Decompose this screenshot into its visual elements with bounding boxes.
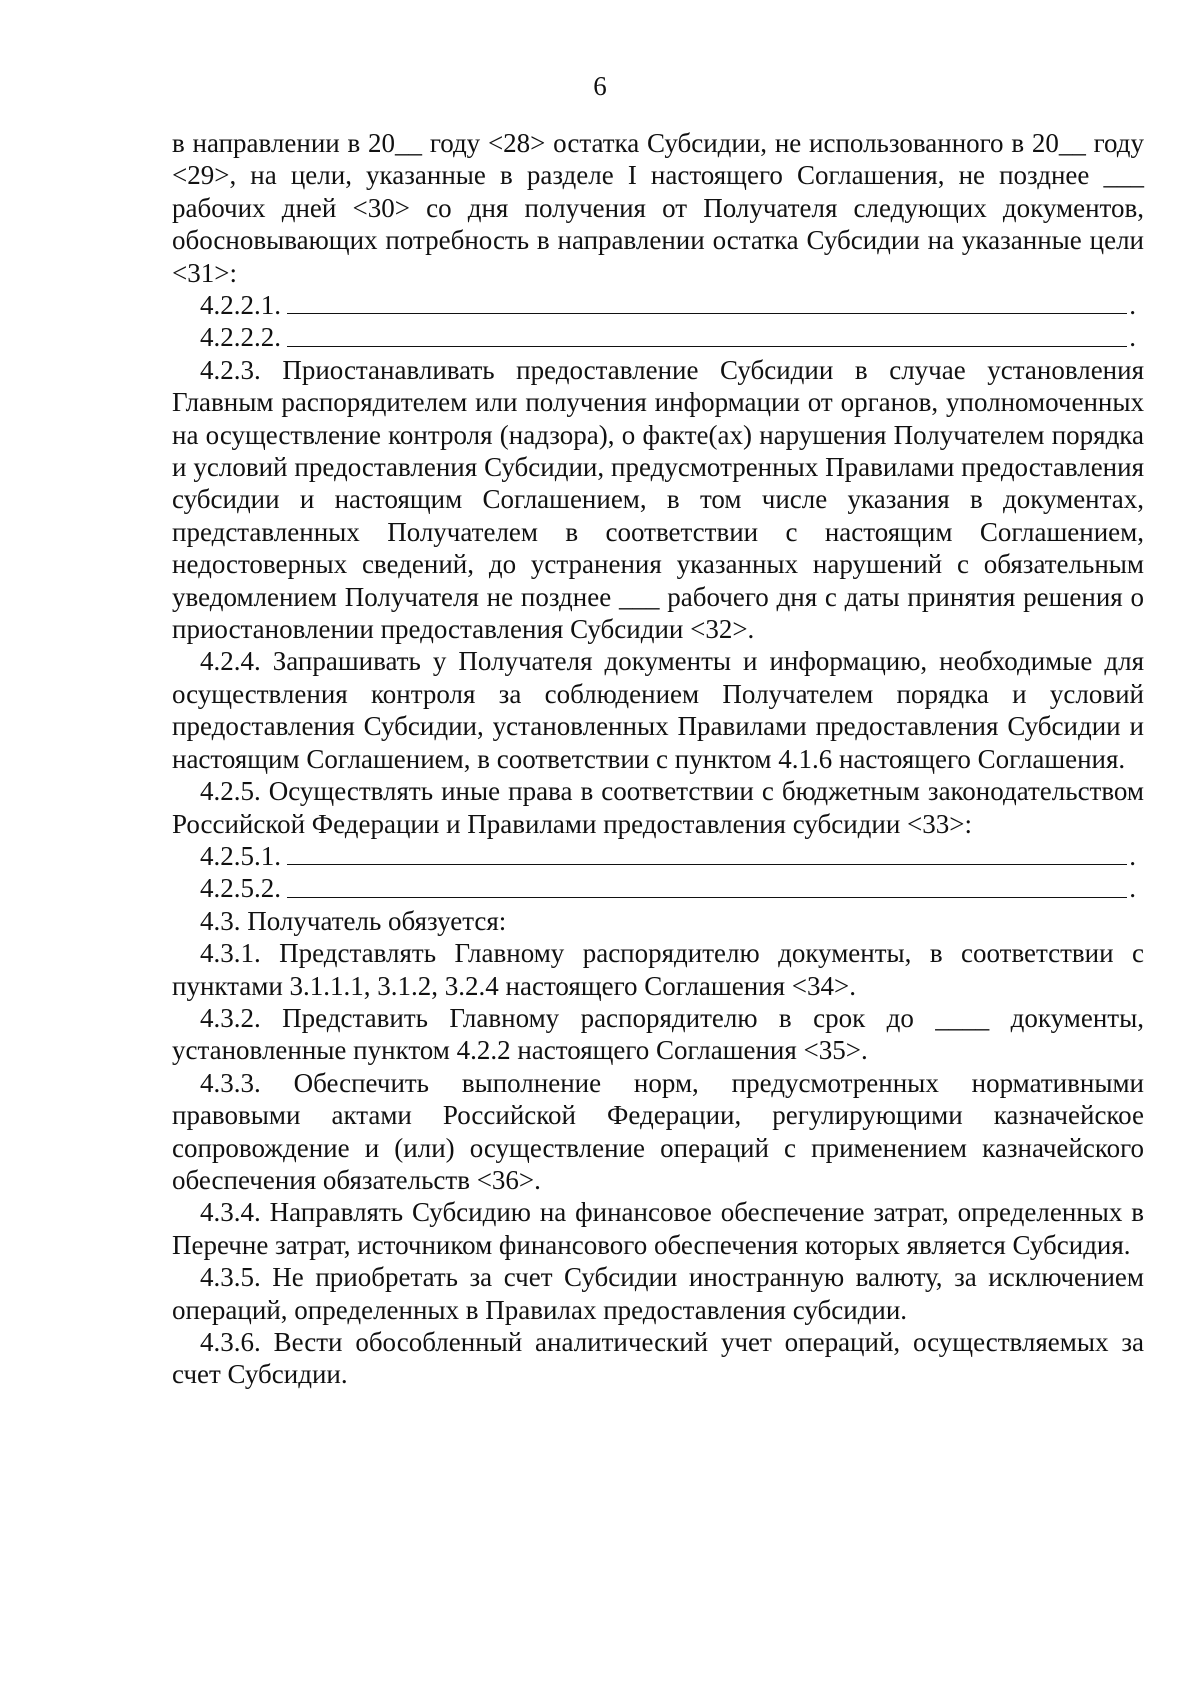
fill-in-underline [287,863,1127,865]
clause-paragraph: 4.3.6. Вести обособленный аналитический учет операций, осуществляемых за счет Субсидии. [172,1326,1144,1390]
fill-in-underline [287,896,1127,898]
clause-paragraph: 4.3.2. Представить Главному распорядителю в срок до ____ документы, установленные пунктом 4.2.2 настоящего Соглашения <35>. [172,1002,1144,1066]
continuation-paragraph: в направлении в 20__ году <28> остатка Субсидии, не использованного в 20__ году <29>, на цели, указанные в разделе I настоящего Соглашения, не позднее ___ рабочих дней <30> со дня получения от Получателя следующих документов, обосновывающих потребность в направлении остатка Субсидии на указанные цели <31>: [172,128,1144,288]
blank-fill-line [172,872,1144,904]
blank-item-number: 4.2.2.2. [200,322,281,353]
line-end-period: . [1129,873,1136,904]
clause-paragraph: 4.2.5. Осуществлять иные права в соответствии с бюджетным законодательством Российской Федерации и Правилами предоставления субсидии <33>: [172,776,1144,839]
line-end-period: . [1129,322,1136,353]
blank-item-number: 4.2.5.2. [200,873,281,904]
clause-paragraph: 4.3.5. Не приобретать за счет Субсидии иностранную валюту, за исключением операций, определенных в Правилах предоставления субсидии. [172,1262,1144,1325]
line-end-period: . [1129,290,1136,321]
blank-fill-line [172,289,1144,321]
clause-paragraph: 4.3.4. Направлять Субсидию на финансовое обеспечение затрат, определенных в Перечне затрат, источником финансового обеспечения которых является Субсидия. [172,1197,1144,1260]
clause-paragraph: 4.3. Получатель обязуется: [200,905,507,936]
blank-fill-line [172,840,1144,872]
blank-item-number: 4.2.2.1. [200,290,281,321]
clause-paragraph: 4.2.4. Запрашивать у Получателя документы и информацию, необходимые для осуществления контроля за соблюдением Получателем порядка и условий предоставления Субсидии, установленных Правилами предоставления Субсидии и настоящим Соглашением, в соответствии с пунктом 4.1.6 настоящего Соглашения. [172,646,1144,774]
fill-in-underline [287,345,1127,347]
clause-paragraph: 4.3.3. Обеспечить выполнение норм, предусмотренных нормативными правовыми актами Российской Федерации, регулирующими казначейское сопровождение и (или) осуществление операций с применением казначейского обеспечения обязательств <36>. [172,1067,1144,1195]
fill-in-underline [287,312,1127,314]
clause-paragraph: 4.2.3. Приостанавливать предоставление Субсидии в случае установления Главным распорядителем или получения информации от органов, уполномоченных на осуществление контроля (надзора), о факте(ах) нарушения Получателем порядка и условий предоставления Субсидии, предусмотренных Правилами предоставления субсидии и настоящим Соглашением, в том числе указания в документах, представленных Получателем в соответствии с настоящим Соглашением, недостоверных сведений, до устранения указанных нарушений с обязательным уведомлением Получателя не позднее ___ рабочего дня с даты принятия решения о приостановлении предоставления Субсидии <32>. [172,354,1144,645]
clause-paragraph: 4.3.1. Представлять Главному распорядителю документы, в соответствии с пунктами 3.1.1.1, 3.1.2, 3.2.4 настоящего Соглашения <34>. [172,938,1144,1001]
document-body [172,127,1144,1391]
blank-item-number: 4.2.5.1. [200,840,281,871]
line-end-period: . [1129,840,1136,871]
page-number: 6 [593,71,607,101]
blank-fill-line [172,321,1144,353]
